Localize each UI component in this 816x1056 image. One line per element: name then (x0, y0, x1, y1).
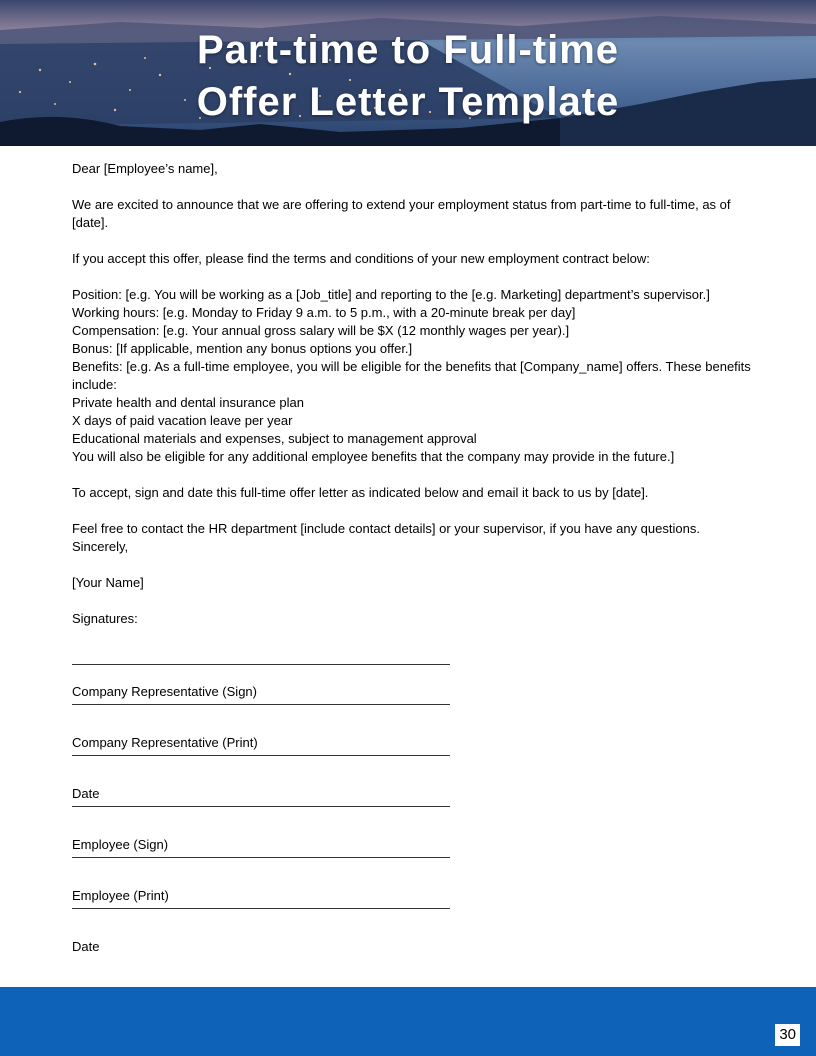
term-benefits: Benefits: [e.g. As a full-time employee, you will be eligible for the benefits that [Company_name] offers. These benefits include: (72, 359, 751, 392)
benefit-education: Educational materials and expenses, subject to management approval (72, 431, 477, 446)
signature-field-label: Company Representative (Print) (72, 735, 258, 750)
page-number: 30 (775, 1024, 800, 1046)
closing: Sincerely, (72, 539, 129, 554)
benefit-vacation: X days of paid vacation leave per year (72, 413, 293, 428)
greeting: Dear [Employee’s name], (72, 161, 218, 176)
signatures-label: Signatures: (72, 611, 138, 626)
title-line-2: Offer Letter Template (196, 80, 620, 124)
term-position: Position: [e.g. You will be working as a [Job_title] and reporting to the [e.g. Marketing] department’s supervisor.] (72, 287, 710, 302)
signature-field-label: Employee (Sign) (72, 837, 169, 852)
signature-field-label: Employee (Print) (72, 888, 169, 903)
benefit-health: Private health and dental insurance plan (72, 395, 304, 410)
title-line-1: Part-time to Full-time (196, 28, 620, 72)
term-working-hours: Working hours: [e.g. Monday to Friday 9 a.m. to 5 p.m., with a 20-minute break per day] (72, 305, 576, 320)
footer-bar (0, 987, 816, 1056)
accept-intro: If you accept this offer, please find the terms and conditions of your new employment contract below: (72, 251, 650, 266)
header-banner (0, 0, 816, 146)
intro-paragraph: We are excited to announce that we are offering to extend your employment status from part-time to full-time, as of [date]. (72, 197, 731, 230)
letter-body (72, 160, 762, 956)
accept-instructions: To accept, sign and date this full-time offer letter as indicated below and email it back to us by [date]. (72, 485, 649, 500)
benefit-additional: You will also be eligible for any additional employee benefits that the company may provide in the future.] (72, 449, 675, 464)
page-title (0, 24, 816, 128)
term-compensation: Compensation: [e.g. Your annual gross salary will be $X (12 monthly wages per year).] (72, 323, 570, 338)
signature-field-label: Company Representative (Sign) (72, 684, 257, 699)
signature-field-label: Date (72, 786, 100, 801)
contact-paragraph: Feel free to contact the HR department [include contact details] or your supervisor, if you have any questions. (72, 521, 700, 536)
term-bonus: Bonus: [If applicable, mention any bonus options you offer.] (72, 341, 413, 356)
signature-field-label: Date (72, 939, 100, 954)
signer-name: [Your Name] (72, 575, 144, 590)
